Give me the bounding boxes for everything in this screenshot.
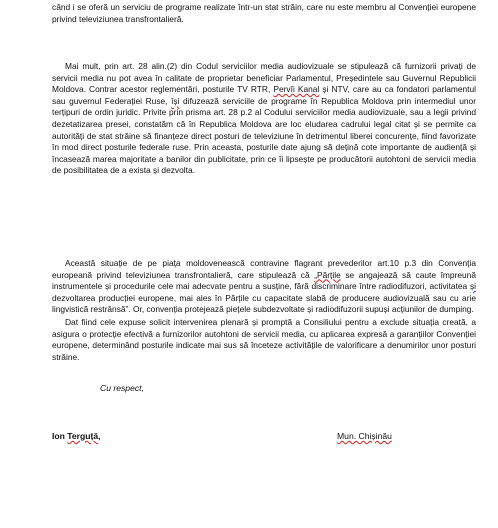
signature-place	[337, 431, 392, 441]
paragraph-convention	[52, 258, 476, 316]
paragraph-convention-text-a: Această situație de pe piața moldovenească contravine flagrant prevederilor art.10 p.3 din Convenția europeană privind televiziunea transfrontalieră, care stipulează că	[52, 258, 476, 280]
signature-last-name: Terguță	[67, 431, 99, 441]
paragraph-legal-basis-text-b: și NTV, care au ca fondatori parlamentul sau guvernul Federației Ruse,	[52, 84, 476, 106]
paragraph-request	[52, 317, 476, 363]
signature-comma: ,	[98, 431, 101, 441]
paragraph-intro-text: când i se oferă un serviciu de programe realizate într-un stat străin, care nu este membru al Convenției europene privind televiziunea transfrontalieră.	[52, 2, 476, 24]
paragraph-request-text: Dat fiind cele expuse solicit intervenirea plenară și promptă a Consiliului pentru a exclude situația creată, a asigura o protecție efectivă a furnizorilor autohtoni de servicii media, cu aplicarea expresă a garanțiilor Convenției europene, determinând posturile indicate mai sus să înceteze activitățile de valorificare a denumirilor unor posturi străine.	[52, 317, 476, 362]
paragraph-convention-text-c: dezvoltarea producției europene, mai ales în Părțile cu capacitate slabă de producere audiovizuală sau cu arie lingvistică restrânsă”. Or, convenția protejează piețele subdezvoltate și radiodifuzorii supuși acțiunilor de dumping.	[52, 292, 476, 315]
paragraph-legal-basis-text-c: difuzează serviciile de programe în Republica Moldova prin intermediul unor terțipuri de ordin juridic. Privite prin prisma art. 28 p.2 al Codului serviciilor media audiovizuale, sau a legii privind dezetatizarea presei, constatăm că în Republica Moldova are loc eludarea cadrului legal citat și se permite ca autorități de stat străine să finanțeze direct posturi de televiziune în detrimentul liberei concurențe, fiind favorizate în mod direct posturile federale ruse. Prin aceasta, posturile date ajung să dețină cote importante de audiență și încasează marea majoritate a banilor din publicitate, prin ce îi lipsește pe producătorii autohtoni de servicii media de posibilitatea de a exista și dezvolta.	[52, 95, 477, 176]
place-text: Mun. Chișinău	[337, 431, 392, 441]
paragraph-convention-text-b: se angajează să caute împreună instrumentele și procedurile cele mai adecvate pentru a susține, fără discriminare între radiodifuzori, activitatea	[52, 269, 476, 292]
paragraph-legal-basis-text-a: Mai mult, prin art. 28 alin.(2) din Codul serviciilor media audiovizuale se stipulează că furnizorii privați de servicii media nu pot avea în calitate de proprietar beneficiar Parlamentul, Președintele sau Guvernul Republicii Moldova. Contrar acestor reglementări, posturile TV RTR,	[52, 61, 476, 95]
misspelled-word-partile: „Părțile	[314, 269, 341, 280]
grammar-flag-si: și	[469, 281, 476, 292]
signature-first-name: Ion	[52, 431, 68, 441]
signature-name	[52, 431, 101, 441]
paragraph-legal-basis	[52, 61, 476, 177]
closing-salutation: Cu respect,	[100, 383, 144, 393]
misspelled-word-pervii: Pervîi Kanal	[273, 84, 320, 95]
paragraph-intro	[52, 2, 476, 25]
misspelled-word-isi: își	[171, 95, 180, 106]
